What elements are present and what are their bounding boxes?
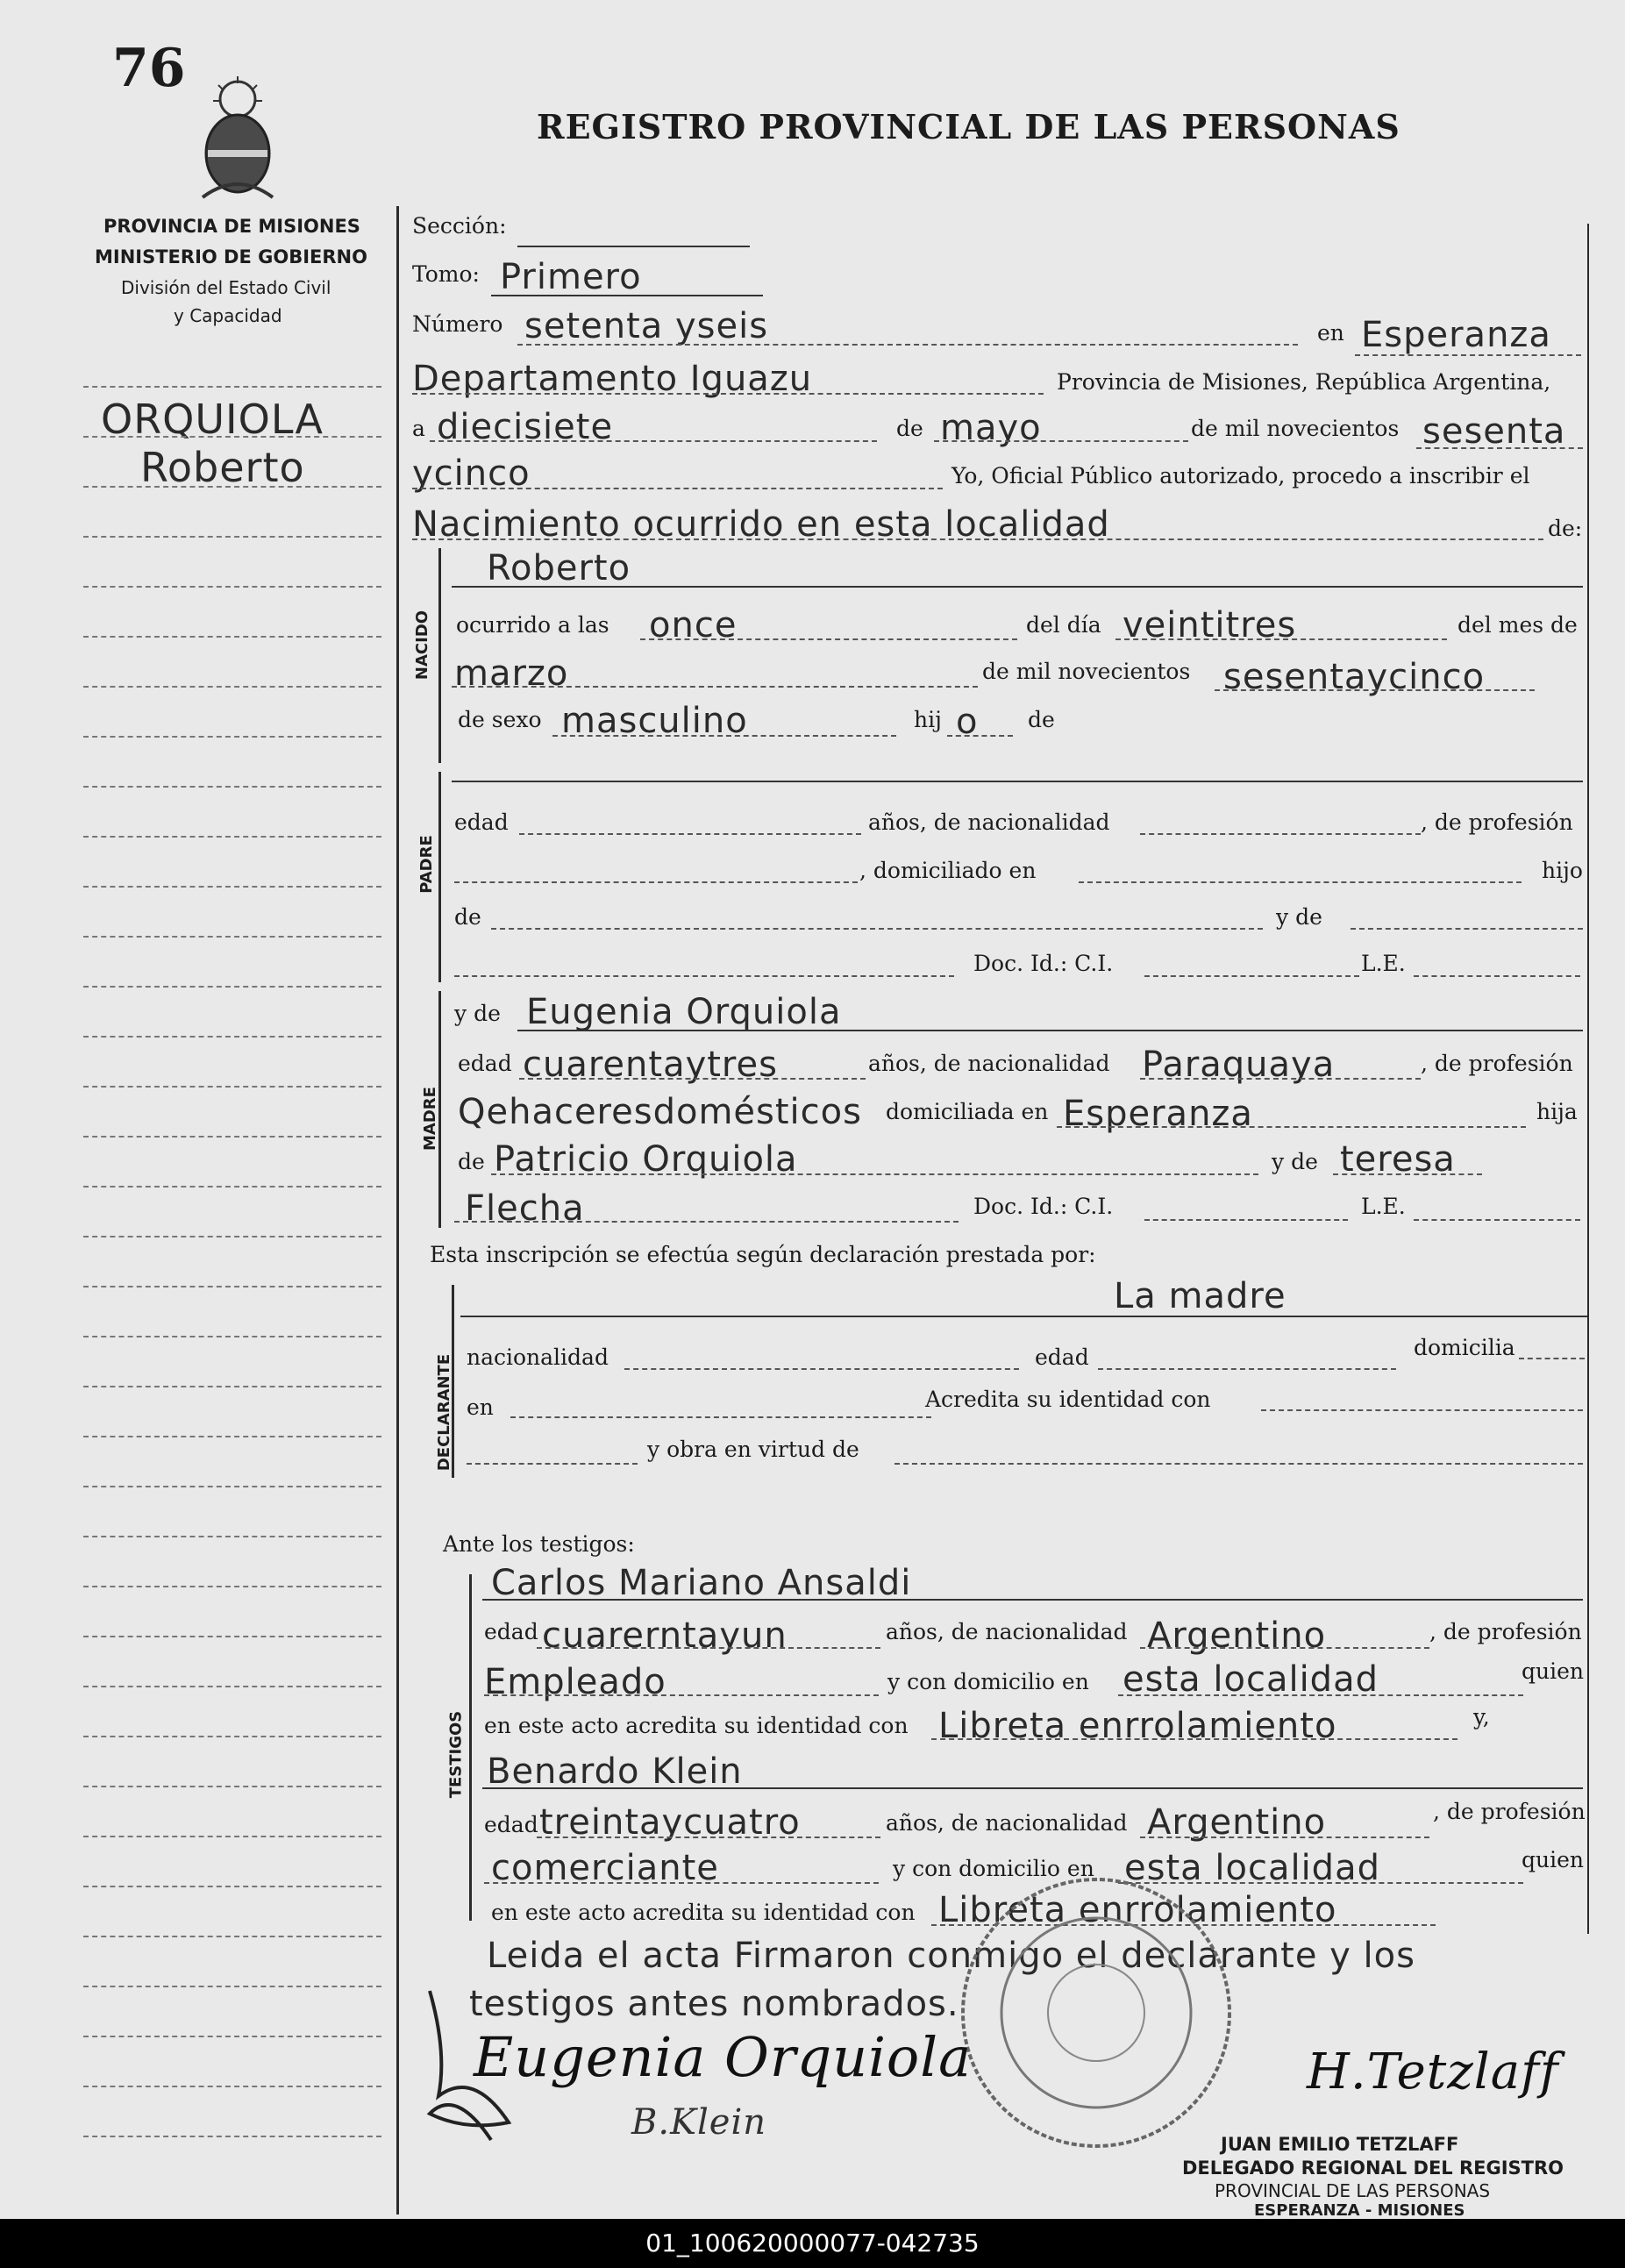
madre-prof-label: , de profesión: [1421, 1051, 1573, 1076]
t2-doc-value: Libreta enrrolamiento: [938, 1890, 1337, 1930]
official-line-2: DELEGADO REGIONAL DEL REGISTRO: [1182, 2157, 1564, 2179]
del-dia-label: del día: [1026, 612, 1101, 638]
inscripcion-label: Esta inscripción se efectúa según declaración prestada por:: [430, 1242, 1096, 1267]
margin-line: [83, 1636, 381, 1637]
dia-value: diecisiete: [437, 407, 614, 447]
margin-line: [83, 1786, 381, 1787]
margin-line: [83, 436, 381, 438]
decl-edad-label: edad: [1035, 1344, 1089, 1370]
testigos-rule: [469, 1574, 472, 1921]
margin-line: [83, 1236, 381, 1237]
decl-doc-line: [467, 1463, 638, 1465]
t1-nac-label: años, de nacionalidad: [886, 1619, 1128, 1644]
t2-edad-value: treintaycuatro: [539, 1802, 801, 1843]
testigos-side-label: TESTIGOS: [446, 1710, 466, 1799]
margin-line: [83, 836, 381, 838]
abuelo-value: Patricio Orquiola: [494, 1139, 798, 1180]
acto-value: Nacimiento ocurrido en esta localidad: [412, 504, 1110, 545]
a-label: a: [412, 416, 425, 441]
margin-given-name: Roberto: [140, 444, 305, 491]
de-label: de: [896, 416, 923, 441]
margin-line: [83, 1536, 381, 1537]
en-label: en: [1317, 320, 1344, 346]
dia-nac-value: veintitres: [1123, 605, 1297, 645]
anio1-line: [1416, 447, 1583, 449]
t1-nombre-value: Carlos Mariano Ansaldi: [491, 1563, 912, 1603]
margin-line: [83, 736, 381, 738]
margin-line: [83, 1086, 381, 1088]
page-number: 76: [112, 38, 186, 99]
localidad-line: [1355, 354, 1581, 356]
margin-line: [83, 1136, 381, 1138]
padre-edad-line: [519, 833, 861, 835]
anio1-value: sesenta: [1422, 411, 1566, 452]
official-line-1: JUAN EMILIO TETZLAFF: [1221, 2134, 1459, 2155]
del-mes-label: del mes de: [1458, 612, 1578, 638]
t1-edad-line: [537, 1647, 880, 1649]
t2-nac-value: Argentino: [1147, 1802, 1327, 1843]
madre-edad-line: [519, 1078, 866, 1080]
hij-label: hij: [914, 707, 942, 732]
tomo-label: Tomo:: [412, 261, 480, 287]
hij-line: [947, 735, 1013, 737]
margin-line: [83, 1836, 381, 1837]
t1-dom-value: esta localidad: [1123, 1659, 1379, 1700]
margin-line: [83, 1586, 381, 1587]
t2-nombre-value: Benardo Klein: [487, 1751, 743, 1792]
padre-abuela2-line: [454, 975, 954, 977]
decl-acredita-line: [1261, 1409, 1583, 1411]
madre-le-line: [1414, 1219, 1580, 1221]
mes-value: mayo: [940, 408, 1042, 448]
t1-y-label: y,: [1473, 1704, 1490, 1730]
decl-en-line: [510, 1416, 931, 1418]
t1-nac-value: Argentino: [1147, 1615, 1327, 1656]
signature-testigo: B.Klein: [631, 2102, 767, 2143]
margin-line: [83, 1686, 381, 1687]
cierre-line-1: Leida el acta Firmaron conmigo el declarante y los: [487, 1936, 1415, 1976]
official-line-4: ESPERANZA - MISIONES: [1254, 2201, 1465, 2220]
t2-edad-line: [537, 1837, 880, 1838]
anio2-value: ycinco: [412, 453, 531, 494]
t1-doc-value: Libreta enrrolamiento: [938, 1706, 1337, 1746]
decl-en-label: en: [467, 1394, 494, 1420]
padre-le-line: [1414, 975, 1580, 977]
de2-label: de: [1028, 707, 1055, 732]
ocurrido-label: ocurrido a las: [456, 612, 609, 638]
declarante-line: [460, 1316, 1587, 1317]
madre-prof-value: Qehaceresdomésticos: [458, 1092, 862, 1132]
margin-line: [83, 636, 381, 638]
margin-line: [83, 1486, 381, 1487]
padre-nombre-line: [452, 781, 1583, 782]
decl-nac-line: [624, 1368, 1019, 1370]
t2-prof-label: , de profesión: [1433, 1799, 1586, 1824]
anio2-line: [412, 488, 943, 489]
sexo-label: de sexo: [458, 707, 542, 732]
nombre-line: [452, 586, 1583, 588]
madre-nombre-line: [517, 1030, 1583, 1031]
nacido-rule: [438, 548, 441, 763]
madre-yde2-label: y de: [1272, 1149, 1318, 1174]
margin-line: [83, 536, 381, 538]
margin-line: [83, 1986, 381, 1987]
t2-dom-label: y con domicilio en: [893, 1856, 1094, 1881]
padre-dom-line: [1079, 881, 1522, 883]
madre-ci-line: [1144, 1219, 1348, 1221]
decl-edad-line: [1098, 1368, 1396, 1370]
sexo-line: [552, 735, 896, 737]
abuelo-line: [491, 1173, 1258, 1175]
madre-le-label: L.E.: [1361, 1194, 1406, 1219]
nacido-side-label: NACIDO: [413, 610, 432, 681]
t1-prof-label: , de profesión: [1429, 1619, 1582, 1644]
tomo-value: Primero: [500, 257, 642, 297]
signature-madre: Eugenia Orquiola: [474, 2025, 973, 2089]
decl-domicilia-line: [1519, 1358, 1585, 1359]
decl-obra-label: y obra en virtud de: [647, 1437, 859, 1462]
padre-rule: [438, 772, 441, 982]
agency-line-1: PROVINCIA DE MISIONES: [103, 216, 360, 237]
t1-nombre-line: [482, 1599, 1583, 1601]
t2-edad-label: edad: [484, 1812, 538, 1837]
right-vertical-rule: [1587, 224, 1589, 1934]
margin-line: [83, 386, 381, 388]
margin-line: [83, 1886, 381, 1887]
de-colon-label: de:: [1548, 516, 1583, 541]
departamento-line: [412, 393, 1044, 395]
margin-line: [83, 886, 381, 888]
mes-line: [934, 440, 1188, 442]
de-mil2-label: de mil novecientos: [982, 659, 1191, 684]
margin-line: [83, 1736, 381, 1737]
decl-nac-label: nacionalidad: [467, 1344, 609, 1370]
t1-prof-line: [484, 1694, 879, 1696]
de-mil-label: de mil novecientos: [1191, 416, 1400, 441]
page-title: REGISTRO PROVINCIAL DE LAS PERSONAS: [537, 107, 1400, 146]
padre-abuela-line: [1351, 928, 1583, 930]
madre-edad-value: cuarentaytres: [523, 1045, 778, 1085]
t2-nac-line: [1140, 1837, 1429, 1838]
t1-doc-line: [931, 1738, 1458, 1740]
abuela2-line: [454, 1221, 959, 1223]
padre-abuelo-line: [491, 928, 1263, 930]
margin-line: [83, 786, 381, 788]
padre-nac-line: [1140, 833, 1421, 835]
madre-hija-label: hija: [1536, 1099, 1578, 1124]
agency-line-4: y Capacidad: [174, 305, 282, 326]
dia-nac-line: [1115, 638, 1447, 640]
madre-side-label: MADRE: [420, 1087, 439, 1151]
numero-value: setenta yseis: [524, 306, 769, 346]
hora-value: once: [649, 605, 738, 645]
t2-dom-value: esta localidad: [1124, 1848, 1380, 1888]
madre-nombre-value: Eugenia Orquiola: [526, 992, 842, 1032]
t2-nombre-line: [482, 1787, 1583, 1789]
padre-doc-label: Doc. Id.: C.I.: [973, 951, 1114, 976]
madre-edad-label: edad: [458, 1051, 512, 1076]
margin-line: [83, 2036, 381, 2037]
margin-line: [83, 1336, 381, 1337]
provincia-label: Provincia de Misiones, República Argentina,: [1057, 369, 1551, 395]
madre-nac-line: [1140, 1078, 1421, 1080]
anio-nac-value: sesentaycinco: [1223, 657, 1486, 697]
madre-dom-line: [1057, 1126, 1526, 1128]
margin-line: [83, 936, 381, 938]
t1-prof-value: Empleado: [484, 1662, 666, 1702]
madre-de-label: de: [458, 1149, 485, 1174]
hij-value: o: [956, 702, 979, 742]
margin-line: [83, 2136, 381, 2137]
departamento-value: Departamento Iguazu: [412, 359, 813, 399]
nacido-nombre: Roberto: [487, 548, 631, 588]
abuela2-value: Flecha: [465, 1188, 585, 1229]
t1-quien-label: quien: [1522, 1658, 1584, 1684]
madre-yde-label: y de: [454, 1001, 501, 1026]
image-caption: 01_100620000077-042735: [645, 2229, 980, 2257]
t1-acredita-label: en este acto acredita su identidad con: [484, 1713, 909, 1738]
margin-line: [83, 1286, 381, 1287]
numero-line: [517, 344, 1298, 346]
madre-doc-label: Doc. Id.: C.I.: [973, 1194, 1114, 1219]
numero-label: Número: [412, 311, 503, 337]
margin-line: [83, 586, 381, 588]
padre-de-label: de: [454, 904, 481, 930]
margin-line: [83, 1936, 381, 1937]
madre-dom-label: domiciliada en: [886, 1099, 1049, 1124]
mes-nac-line: [452, 686, 978, 688]
declarante-value: La madre: [1114, 1276, 1286, 1316]
abuela1-value: teresa: [1340, 1139, 1456, 1180]
margin-line: [83, 2086, 381, 2087]
margin-line: [83, 686, 381, 688]
padre-side-label: PADRE: [417, 835, 436, 894]
abuela1-line: [1333, 1173, 1482, 1175]
padre-ci-line: [1144, 975, 1359, 977]
margin-line: [83, 486, 381, 488]
main-vertical-rule: [396, 206, 399, 2215]
official-line-3: PROVINCIAL DE LAS PERSONAS: [1215, 2180, 1491, 2201]
padre-prof-line: [454, 881, 858, 883]
yo-label: Yo, Oficial Público autorizado, procedo a inscribir el: [951, 463, 1530, 489]
decl-obra-line: [894, 1463, 1583, 1465]
t2-quien-label: quien: [1522, 1847, 1584, 1872]
t2-acredita-label: en este acto acredita su identidad con: [491, 1900, 916, 1925]
t1-dom-line: [1118, 1694, 1523, 1696]
seccion-label: Sección:: [412, 213, 507, 239]
padre-nac-label: años, de nacionalidad: [868, 809, 1110, 835]
t2-prof-value: comerciante: [491, 1848, 719, 1888]
margin-line: [83, 1386, 381, 1387]
cierre-line-2: testigos antes nombrados.: [469, 1984, 959, 2024]
t1-dom-label: y con domicilio en: [887, 1669, 1089, 1694]
padre-yde-label: y de: [1276, 904, 1322, 930]
margin-line: [83, 1186, 381, 1187]
ante-label: Ante los testigos:: [443, 1531, 635, 1557]
margin-line: [83, 986, 381, 988]
padre-edad-label: edad: [454, 809, 509, 835]
padre-dom-label: , domiciliado en: [859, 858, 1037, 883]
madre-dom-value: Esperanza: [1063, 1094, 1253, 1134]
madre-nac-value: Paraquaya: [1142, 1045, 1336, 1085]
t2-prof-line: [484, 1882, 879, 1884]
padre-le-label: L.E.: [1361, 951, 1406, 976]
official-seal-icon: [947, 1868, 1245, 2157]
declarante-side-label: DECLARANTE: [435, 1353, 454, 1472]
signature-oficial: H.Tetzlaff: [1307, 2043, 1559, 2100]
coat-of-arms-icon: [189, 75, 287, 206]
dia-line: [430, 440, 877, 442]
sexo-value: masculino: [561, 701, 748, 741]
margin-line: [83, 1036, 381, 1038]
t1-nac-line: [1140, 1647, 1429, 1649]
localidad-value: Esperanza: [1361, 315, 1551, 355]
t1-edad-label: edad: [484, 1619, 538, 1644]
madre-nac-label: años, de nacionalidad: [868, 1051, 1110, 1076]
mes-nac-value: marzo: [454, 653, 569, 694]
seccion-line: [517, 246, 750, 247]
padre-hijo-label: hijo: [1542, 858, 1583, 883]
t2-nac-label: años, de nacionalidad: [886, 1810, 1128, 1836]
margin-line: [83, 1436, 381, 1437]
padre-prof-label: , de profesión: [1421, 809, 1573, 835]
anio-nac-line: [1215, 689, 1535, 691]
acto-line: [412, 538, 1543, 540]
hora-line: [640, 638, 1017, 640]
agency-line-2: MINISTERIO DE GOBIERNO: [95, 246, 367, 267]
margin-surname: ORQUIOLA: [101, 396, 324, 443]
decl-domicilia-label: domicilia: [1414, 1335, 1515, 1360]
decl-acredita-label: Acredita su identidad con: [925, 1387, 1211, 1412]
tomo-line: [491, 295, 763, 296]
t1-edad-value: cuarerntayun: [542, 1615, 788, 1656]
agency-line-3: División del Estado Civil: [121, 277, 331, 298]
